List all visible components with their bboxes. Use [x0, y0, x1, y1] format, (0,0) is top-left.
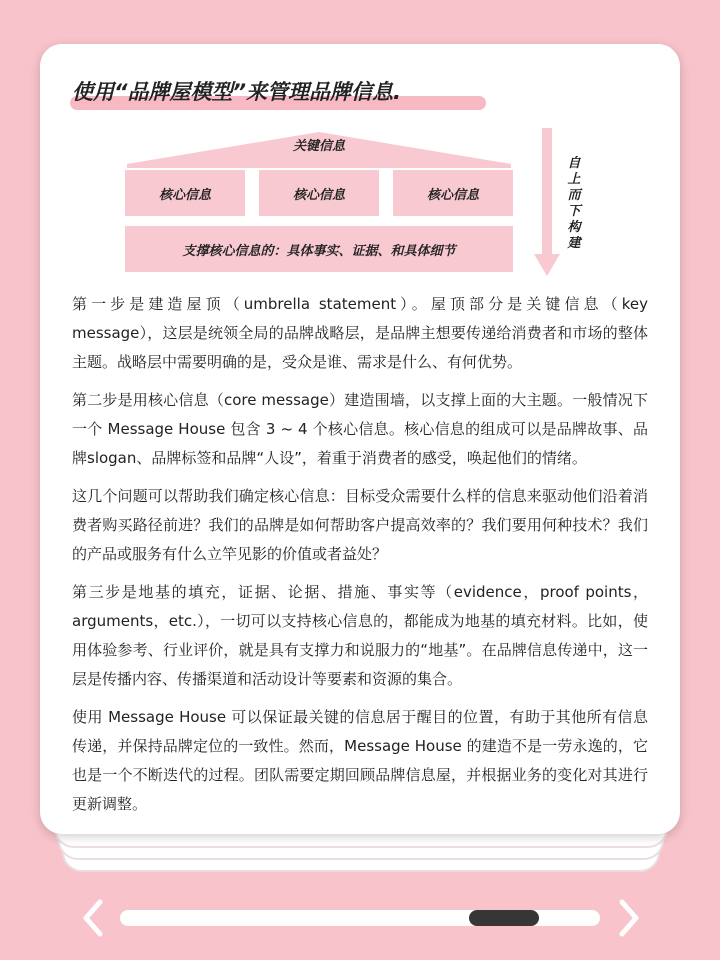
- prev-page-button[interactable]: [78, 898, 110, 938]
- pillar-1: 核心信息: [125, 170, 245, 216]
- next-page-button[interactable]: [612, 898, 644, 938]
- down-arrow-icon: [534, 128, 560, 278]
- house-foundation: 支撑核心信息的：具体事实、证据、和具体细节: [125, 226, 513, 272]
- article-body: [72, 290, 648, 828]
- page-title: 使用“品牌屋模型”来管理品牌信息.: [72, 80, 402, 104]
- page-progress-track[interactable]: [120, 910, 600, 926]
- pillar-2: 核心信息: [259, 170, 379, 216]
- page-progress-thumb[interactable]: [469, 910, 539, 926]
- roof-label: 关键信息: [292, 139, 345, 154]
- chevron-left-icon: [78, 898, 110, 938]
- paragraph-step-1: 第一步是建造屋顶（umbrella statement）。屋顶部分是关键信息（key message），这层是统领全局的品牌战略层，是品牌主想要传递给消费者和市场的整体主题。战略层中需要明确的是，受众是谁、需求是什么、有何优势。: [72, 295, 648, 371]
- paragraph-questions: 这几个问题可以帮助我们确定核心信息：目标受众需要什么样的信息来驱动他们沿着消费者购买路径前进？我们的品牌是如何帮助客户提高效率的？我们要用何种技术？我们的产品或服务有什么立竿见影的价值或者益处？: [72, 487, 648, 563]
- pillar-3: 核心信息: [393, 170, 513, 216]
- house-roof: [125, 130, 513, 168]
- paragraph-step-2: 第二步是用核心信息（core message）建造围墙，以支撑上面的大主题。一般情况下一个 Message House 包含 3 ~ 4 个核心信息。核心信息的组成可以是品牌故事、品牌slogan、品牌标签和品牌“人设”，着重于消费者的感受，唤起他们的情绪。: [72, 391, 648, 467]
- paragraph-summary: 使用 Message House 可以保证最关键的信息居于醒目的位置，有助于其他所有信息传递，并保持品牌定位的一致性。然而，Message House 的建造不是一劳永逸的，它也是一个不断迭代的过程。团队需要定期回顾品牌信息屋，并根据业务的变化对其进行更新调整。: [72, 708, 648, 813]
- paragraph-step-3: 第三步是地基的填充，证据、论据、措施、事实等（evidence，proof points，arguments，etc.），一切可以支持核心信息的，都能成为地基的填充材料。比如，使用体验参考、行业评价，就是具有支撑力和说服力的“地基”。在品牌信息传递中，这一层是传播内容、传播渠道和活动设计等要素和资源的集合。: [72, 583, 648, 688]
- chevron-right-icon: [612, 898, 644, 938]
- build-direction-label: 自上而下构建: [567, 156, 581, 251]
- title-block: [70, 74, 490, 114]
- content-card: [40, 44, 680, 834]
